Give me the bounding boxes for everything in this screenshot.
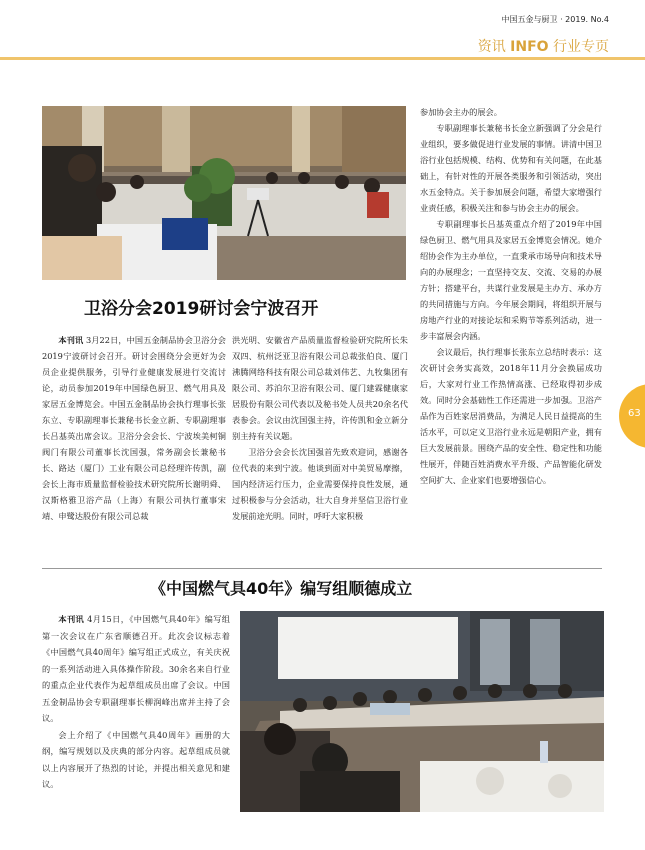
- article1-text-5: 专职副理事长兼秘书长金立新强调了分会是行业组织，要多做促进行业发展的事情。讲清中国卫浴行业包括规模、结构、优势和有关问题，在此基础上，有针对性的开展各类服务和引领活动，突出水五金特点。关于参加展会问题，希望大家增强行业责任感，积极关注和参与协会主办的展会。: [420, 123, 602, 213]
- meeting-photo-shunde: [240, 611, 604, 812]
- article2-lead: 本刊讯: [58, 614, 85, 624]
- journal-header: 中国五金与厨卫 · 2019. No.4: [501, 15, 609, 24]
- meeting-photo-ningbo-drawing: [42, 106, 406, 280]
- page-number-tab: [619, 384, 645, 448]
- meeting-photo-ningbo: [42, 106, 406, 280]
- article2-text-2: 会上介绍了《中国燃气具40周年》画册的大纲，编写规划以及庆典的部分内容。起草组成员就以上内容展开了热烈的讨论，并提出相关意见和建议。: [42, 729, 230, 789]
- article1-text-6: 专职副理事长吕基英重点介绍了2019年中国绿色厨卫、燃气用具及家居五金博览会情况。她介绍协会作为主办单位，一直秉承市场导向和技术导向的办展理念；一直坚持交友、交流、交易的办展方针；搭建平台，共谋行业发展是主办方、承办方的共同措施与方向。今年展会期间，将组织开展与房地产行业的对接论坛和采购节等系列活动，进一步丰富展会内涵。: [420, 219, 602, 341]
- article1-column-left: [42, 332, 226, 524]
- section-header: [478, 36, 609, 56]
- meeting-photo-shunde-drawing: [240, 611, 604, 812]
- section-en: INFO: [510, 39, 549, 55]
- article2-text-1: 4月15日，《中国燃气具40年》编写组第一次会议在广东省顺德召开。此次会议标志着《中国燃气具40周年》编写组正式成立，有关庆祝的一系列活动进入具体操作阶段。30余名来自行业的重点企业代表作为起草组成员出席了会议。中国五金制品协会专职副理事长柳润峰出席并主持了会议。: [42, 614, 230, 723]
- article1-column-mid: [232, 332, 408, 524]
- section-label: 行业专页: [553, 39, 609, 55]
- article1-title: 卫浴分会2019研讨会宁波召开: [84, 299, 319, 319]
- article1-text-1: 3月22日，中国五金制品协会卫浴分会2019宁波研讨会召开。研讨会围绕分会更好为会员企业提供服务，引导行业健康发展进行交流讨论，动员参加2019年中国绿色厨卫、燃气用具及家居五金博览会。中国五金制品协会执行理事长张东立、专职副理事长兼秘书长金立新、专职副理事长吕基英出席会议。卫浴分会会长、宁波埃美柯铜阀门有限公司董事长沈国强，常务副会长兼秘书长、路达（厦门）工业有限公司总经理许传凯，副会长上海市质量监督检验技术研究院所长谢明舜、汉斯格雅卫浴产品（上海）有限公司执行董事宋靖、申鹭达股份有限公司总裁: [42, 335, 226, 521]
- article1-text-2: 洪光明、安徽省产品质量监督检验研究院所长朱双四、杭州泛亚卫浴有限公司总裁张伯良、厦门沸腾网络科技有限公司总裁刘伟艺、九牧集团有限公司、苏泊尔卫浴有限公司、厦门建霖健康家居股份有限公司代表以及秘书处人员共20余名代表参会。会议由沈国强主持，许传凯和金立新分别主持有关议题。: [232, 335, 408, 441]
- article1-lead: 本刊讯: [58, 335, 84, 345]
- article1-text-3: 卫浴分会会长沈国强首先致欢迎词，感谢各位代表的来到宁波。他谈到面对中美贸易摩擦，国内经济运行压力，企业需要保持良性发展，通过积极参与分会活动，壮大自身并坚信卫浴行业发展前途光明。同时，呼吁大家积极: [232, 447, 408, 521]
- header-rule: [0, 57, 645, 60]
- article1-text-7: 会议最后，执行理事长张东立总结时表示：这次研讨会务实高效，2018年11月分会换届成功后，大家对行业工作热情高涨、已经取得初步成效。同时分会基础性工作还需进一步加强。卫浴产品作为百姓家居消费品，为满足人民日益提高的生活水平，可以定义卫浴行业永远是朝阳产业，拥有巨大发展前景。围绕产品的安全性、稳定性和功能性展开，伴随百姓消费水平升级、产品智能化研发空间扩大、企业家们也要增强信心。: [420, 347, 602, 485]
- article1-text-4: 参加协会主办的展会。: [420, 107, 502, 117]
- page-number: 63: [628, 408, 641, 419]
- article-divider: [42, 568, 602, 569]
- section-cn: 资讯: [477, 39, 506, 55]
- article1-column-right: [420, 104, 602, 488]
- article2-title: 《中国燃气具40年》编写组顺德成立: [150, 579, 413, 598]
- article2-column: [42, 611, 230, 793]
